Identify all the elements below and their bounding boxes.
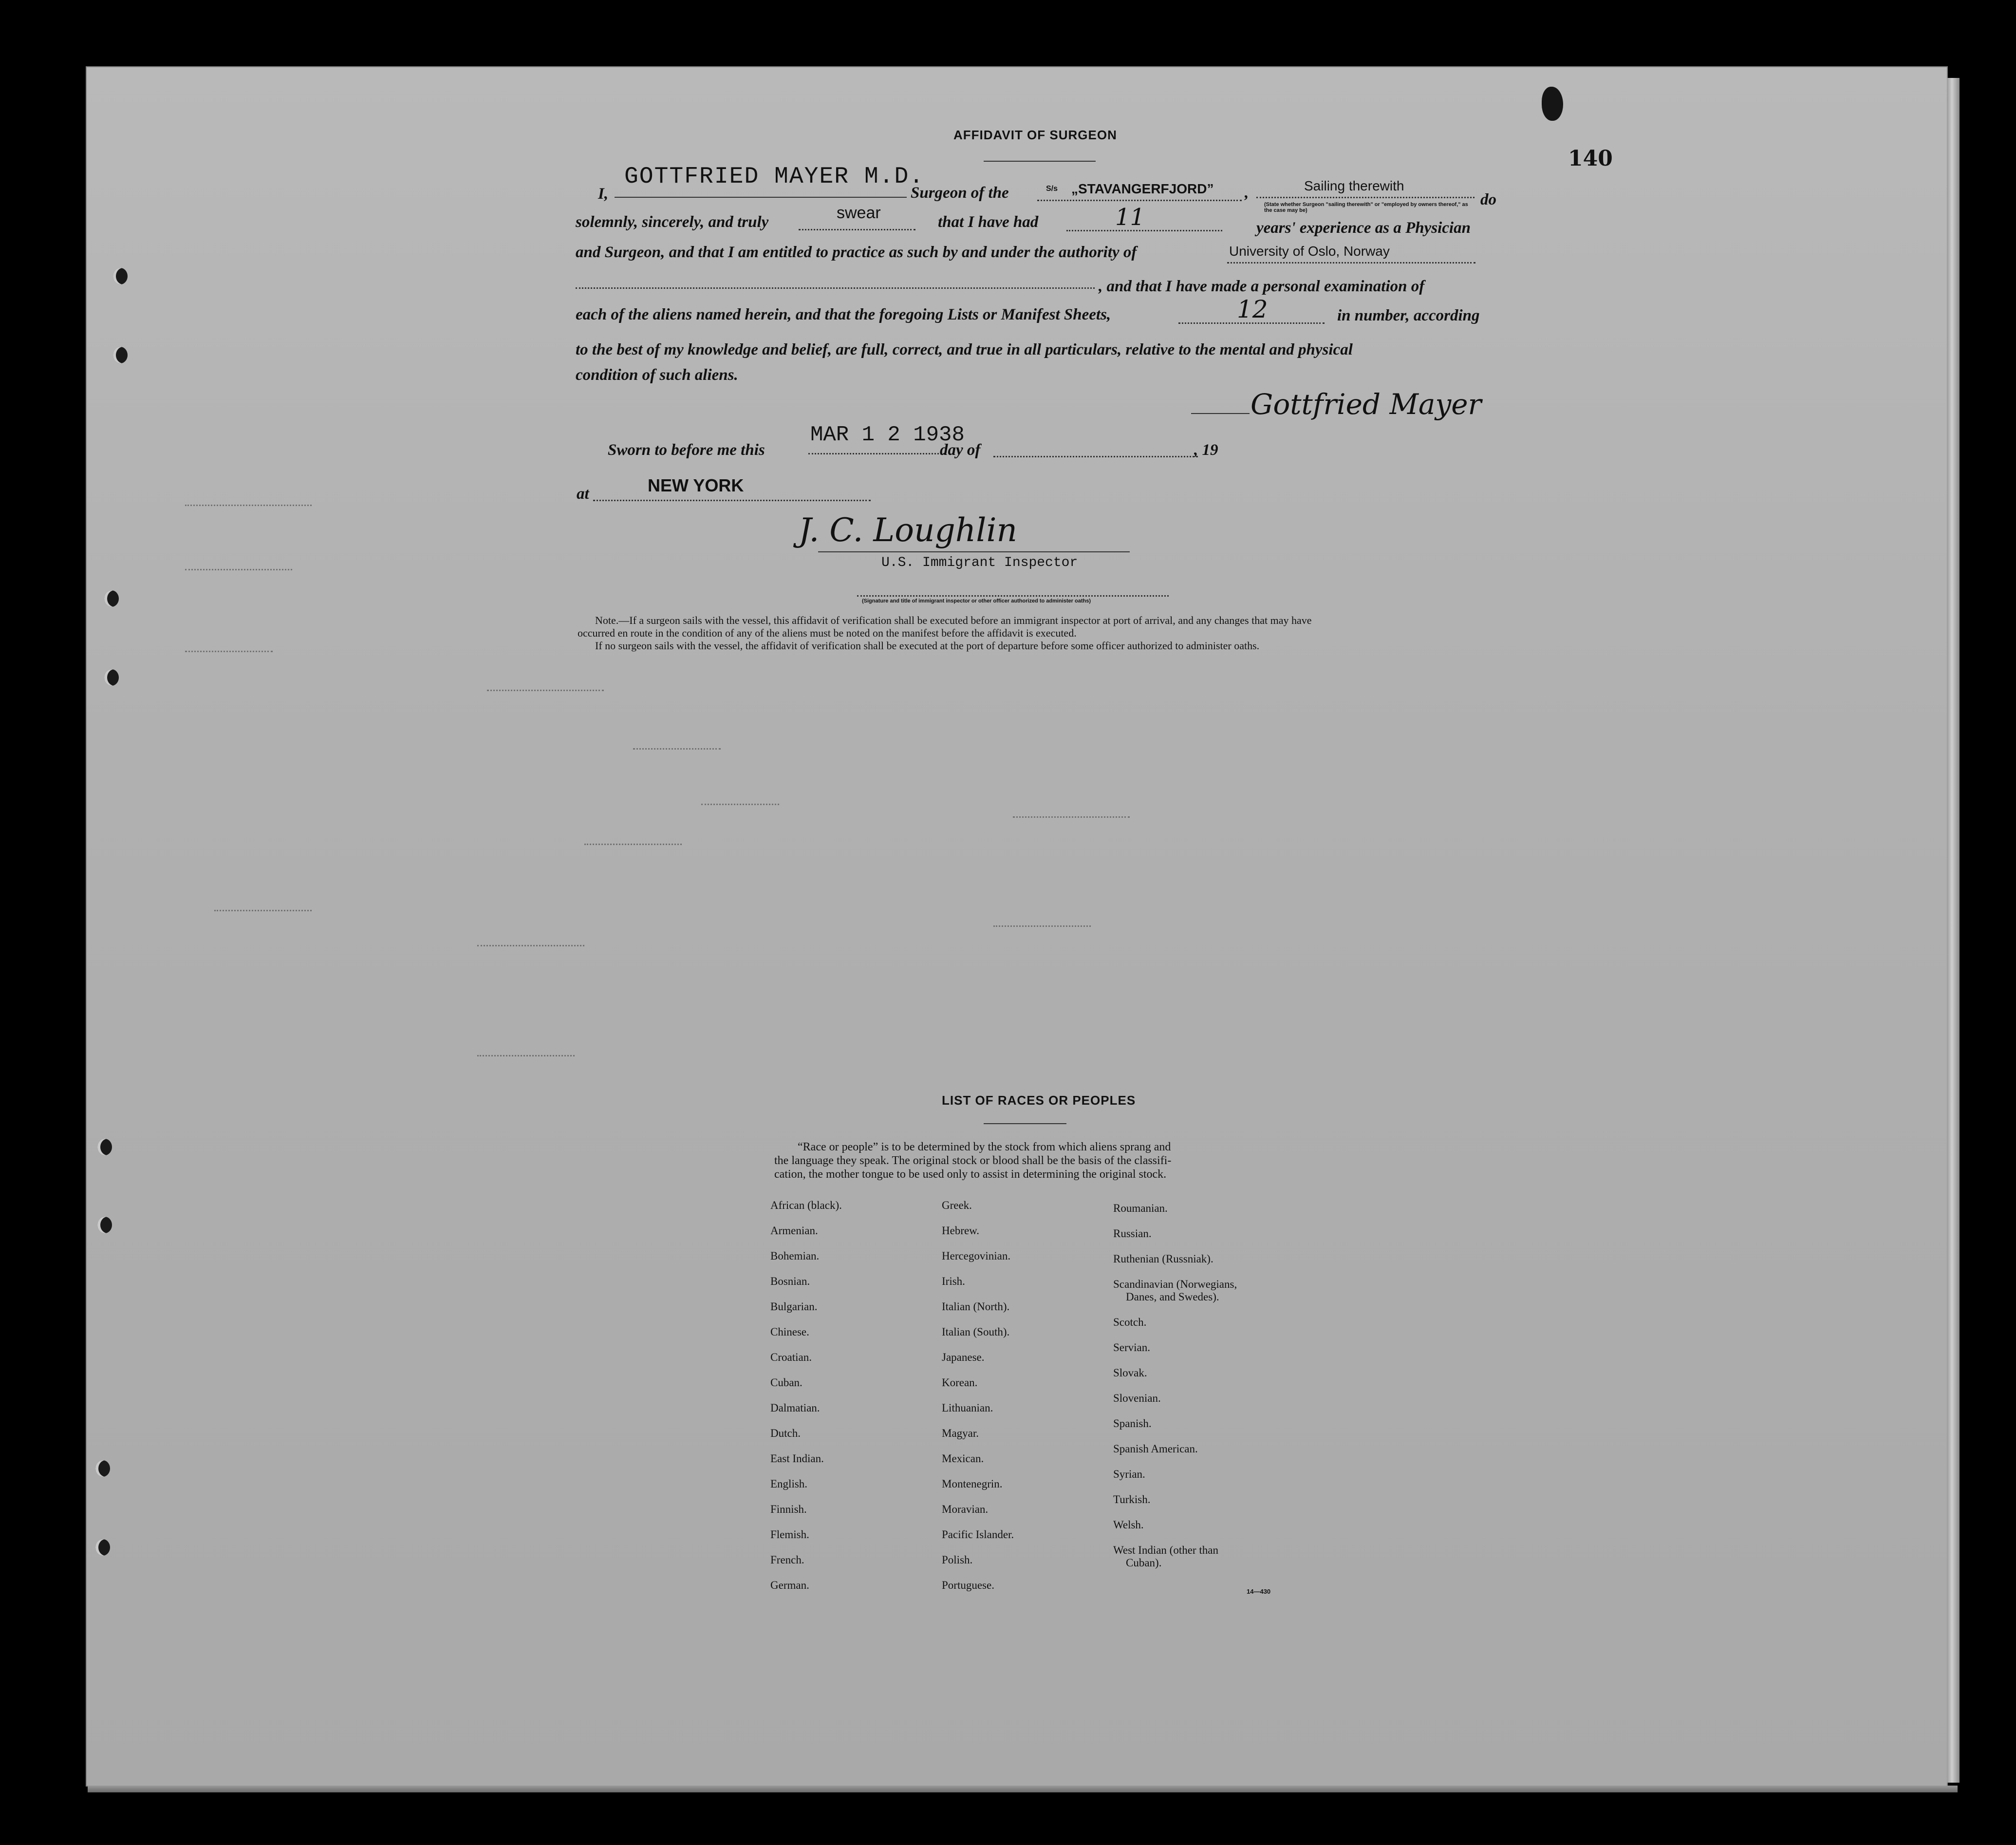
affidavit-line7: condition of such aliens. xyxy=(576,366,738,384)
sheet-count-line xyxy=(1178,322,1325,324)
race-entry: Servian. xyxy=(1113,1341,1151,1354)
affidavit-line2-mid: that I have had xyxy=(938,213,1039,231)
bleed-through-mark xyxy=(1013,816,1130,818)
races-heading: LIST OF RACES OR PEOPLES xyxy=(942,1093,1136,1108)
affidavit-line3-lead: and Surgeon, and that I am entitled to practice as such by and under the authority of xyxy=(576,244,1137,261)
heading-rule xyxy=(984,161,1096,162)
race-entry: Greek. xyxy=(942,1199,972,1211)
surgeon-signature-line xyxy=(1191,413,1250,414)
race-entry: Bohemian. xyxy=(770,1250,820,1262)
page-number: 140 xyxy=(1568,146,1613,171)
race-entry: Mexican. xyxy=(942,1452,984,1465)
race-entry: Italian (South). xyxy=(942,1326,1010,1338)
punch-hole-icon xyxy=(97,1217,112,1233)
race-entry: West Indian (other than xyxy=(1113,1544,1218,1556)
affidavit-line1-text: Surgeon of the xyxy=(911,184,1009,202)
race-entry: Armenian. xyxy=(770,1224,818,1237)
affidavit-heading: AFFIDAVIT OF SURGEON xyxy=(953,128,1117,142)
oath-line xyxy=(799,229,915,230)
place-lead: at xyxy=(577,485,589,503)
bleed-through-mark xyxy=(993,925,1091,927)
years-of-experience: 11 xyxy=(1115,204,1145,231)
punch-hole-icon xyxy=(104,669,119,686)
race-entry: Chinese. xyxy=(770,1326,809,1338)
inspector-signature-line xyxy=(818,551,1130,552)
race-entry: East Indian. xyxy=(770,1452,824,1465)
race-entry: Lithuanian. xyxy=(942,1402,993,1414)
race-entry: Korean. xyxy=(942,1376,978,1389)
bleed-through-mark xyxy=(185,651,273,652)
race-entry: Irish. xyxy=(942,1275,965,1287)
sailing-status: Sailing therewith xyxy=(1304,178,1404,193)
affidavit-line2-lead: solemnly, sincerely, and truly xyxy=(576,213,769,231)
vessel-name: „STAVANGERFJORD” xyxy=(1071,181,1214,196)
oath-word: swear xyxy=(837,204,881,222)
race-entry: Dutch. xyxy=(770,1427,801,1439)
sworn-lead: Sworn to before me this xyxy=(608,441,765,459)
inspector-title: U.S. Immigrant Inspector xyxy=(881,555,1078,570)
bleed-through-mark xyxy=(584,844,682,845)
punch-hole-icon xyxy=(97,1139,112,1155)
sailing-status-hint: (State whether Surgeon "sailing therewith" or "employed by owners thereof," as the case may be) xyxy=(1264,202,1468,213)
surgeon-name-line xyxy=(615,197,907,198)
race-entry: Montenegrin. xyxy=(942,1478,1003,1490)
bleed-through-mark xyxy=(214,910,312,911)
affidavit-line1-comma: , xyxy=(1245,184,1249,202)
form-code: 14—430 xyxy=(1247,1588,1271,1595)
vessel-prefix: S/s xyxy=(1046,185,1058,193)
races-heading-rule xyxy=(984,1123,1066,1124)
manifest-sheet-count: 12 xyxy=(1237,295,1268,323)
sailing-status-line xyxy=(1256,197,1475,198)
affidavit-line1-lead: I, xyxy=(598,185,609,203)
ink-blot xyxy=(1542,87,1563,121)
race-entry: Russian. xyxy=(1113,1227,1152,1240)
race-entry: Flemish. xyxy=(770,1528,809,1541)
race-entry: Polish. xyxy=(942,1554,973,1566)
race-entry: Moravian. xyxy=(942,1503,989,1515)
races-intro-line-3: cation, the mother tongue to be used only to assist in determining the original stock. xyxy=(774,1168,1167,1181)
race-entry: Scotch. xyxy=(1113,1316,1147,1328)
bleed-through-mark xyxy=(477,1055,575,1056)
place-line xyxy=(593,500,871,501)
races-intro-line-1: “Race or people” is to be determined by the stock from which aliens sprang and xyxy=(798,1141,1171,1153)
affidavit-line5-end: in number, according xyxy=(1337,307,1480,324)
race-entry: English. xyxy=(770,1478,808,1490)
punch-hole-icon xyxy=(104,590,119,607)
race-entry: German. xyxy=(770,1579,809,1591)
race-entry: Slovak. xyxy=(1113,1367,1147,1379)
punch-hole-icon xyxy=(95,1539,110,1556)
surgeon-signature: Gottfried Mayer xyxy=(1251,388,1482,421)
licensing-authority: University of Oslo, Norway xyxy=(1229,244,1390,259)
affidavit-line2-end: years' experience as a Physician xyxy=(1256,219,1471,237)
bleed-through-mark xyxy=(487,690,604,691)
sheet-edge xyxy=(1947,78,1960,1783)
years-line xyxy=(1066,230,1222,231)
race-entry: Portuguese. xyxy=(942,1579,994,1591)
place-city: NEW YORK xyxy=(648,475,744,495)
sworn-date-line xyxy=(808,453,945,454)
punch-hole-icon xyxy=(113,347,128,363)
race-entry: Spanish. xyxy=(1113,1417,1152,1430)
sworn-date-stamp: MAR 1 2 1938 xyxy=(810,423,965,447)
race-entry: Croatian. xyxy=(770,1351,812,1363)
race-entry: Hercegovinian. xyxy=(942,1250,1011,1262)
race-entry: Scandinavian (Norwegians, xyxy=(1113,1278,1237,1290)
race-entry: Spanish American. xyxy=(1113,1443,1198,1455)
race-entry: Roumanian. xyxy=(1113,1202,1168,1214)
race-entry: Japanese. xyxy=(942,1351,985,1363)
race-entry: Magyar. xyxy=(942,1427,979,1439)
inspector-caption: (Signature and title of immigrant inspector or other officer authorized to administer oaths) xyxy=(862,598,1091,604)
race-entry: Finnish. xyxy=(770,1503,807,1515)
races-intro-line-2: the language they speak. The original stock or blood shall be the basis of the classifi- xyxy=(774,1154,1172,1167)
race-entry: Turkish. xyxy=(1113,1493,1151,1506)
race-entry: Bulgarian. xyxy=(770,1300,818,1313)
affidavit-line5-lead: each of the aliens named herein, and that the foregoing Lists or Manifest Sheets, xyxy=(576,306,1111,323)
punch-hole-icon xyxy=(95,1460,110,1477)
bleed-through-mark xyxy=(633,748,721,750)
race-entry: Cuban. xyxy=(770,1376,803,1389)
note-line-3: If no surgeon sails with the vessel, the affidavit of verification shall be executed at the port of departure before some officer authorized to administer oaths. xyxy=(595,640,1260,652)
race-entry: French. xyxy=(770,1554,804,1566)
note-line-2: occurred en route in the condition of any of the aliens must be noted on the manifest before the affidavit is executed. xyxy=(578,627,1077,639)
sworn-day-of: day of xyxy=(940,441,981,459)
race-entry: Welsh. xyxy=(1113,1519,1144,1531)
note-line-1: Note.—If a surgeon sails with the vessel, this affidavit of verification shall be executed before an immigrant inspector at port of arrival, and any changes that may have xyxy=(595,614,1312,626)
bleed-through-mark xyxy=(477,945,584,946)
race-entry: Dalmatian. xyxy=(770,1402,820,1414)
race-entry: Ruthenian (Russniak). xyxy=(1113,1253,1213,1265)
affidavit-line1-end: do xyxy=(1480,191,1496,208)
race-entry: Slovenian. xyxy=(1113,1392,1161,1404)
bleed-through-mark xyxy=(701,804,779,805)
race-entry: African (black). xyxy=(770,1199,842,1211)
authority-continuation-line xyxy=(576,287,1095,289)
race-entry: Danes, and Swedes). xyxy=(1126,1291,1219,1303)
bleed-through-mark xyxy=(185,505,312,506)
inspector-signature: J. C. Loughlin xyxy=(799,511,1017,549)
sworn-month-line xyxy=(993,456,1198,457)
inspector-title-line xyxy=(857,595,1169,597)
sworn-year-prefix: , 19 xyxy=(1194,441,1218,459)
race-entry: Bosnian. xyxy=(770,1275,810,1287)
race-entry: Syrian. xyxy=(1113,1468,1145,1480)
bleed-through-mark xyxy=(185,569,292,570)
affidavit-line6: to the best of my knowledge and belief, are full, correct, and true in all particulars, relative to the mental and physical xyxy=(576,341,1353,358)
race-entry: Pacific Islander. xyxy=(942,1528,1014,1541)
punch-hole-icon xyxy=(113,268,128,284)
race-entry: Italian (North). xyxy=(942,1300,1010,1313)
surgeon-name: GOTTFRIED MAYER M.D. xyxy=(624,164,925,190)
sheet-bottom-edge xyxy=(88,1786,1958,1792)
race-entry: Cuban). xyxy=(1126,1557,1162,1569)
affidavit-line4: , and that I have made a personal examination of xyxy=(1099,278,1425,295)
authority-line xyxy=(1227,262,1475,264)
vessel-name-line xyxy=(1037,200,1242,201)
race-entry: Hebrew. xyxy=(942,1224,980,1237)
